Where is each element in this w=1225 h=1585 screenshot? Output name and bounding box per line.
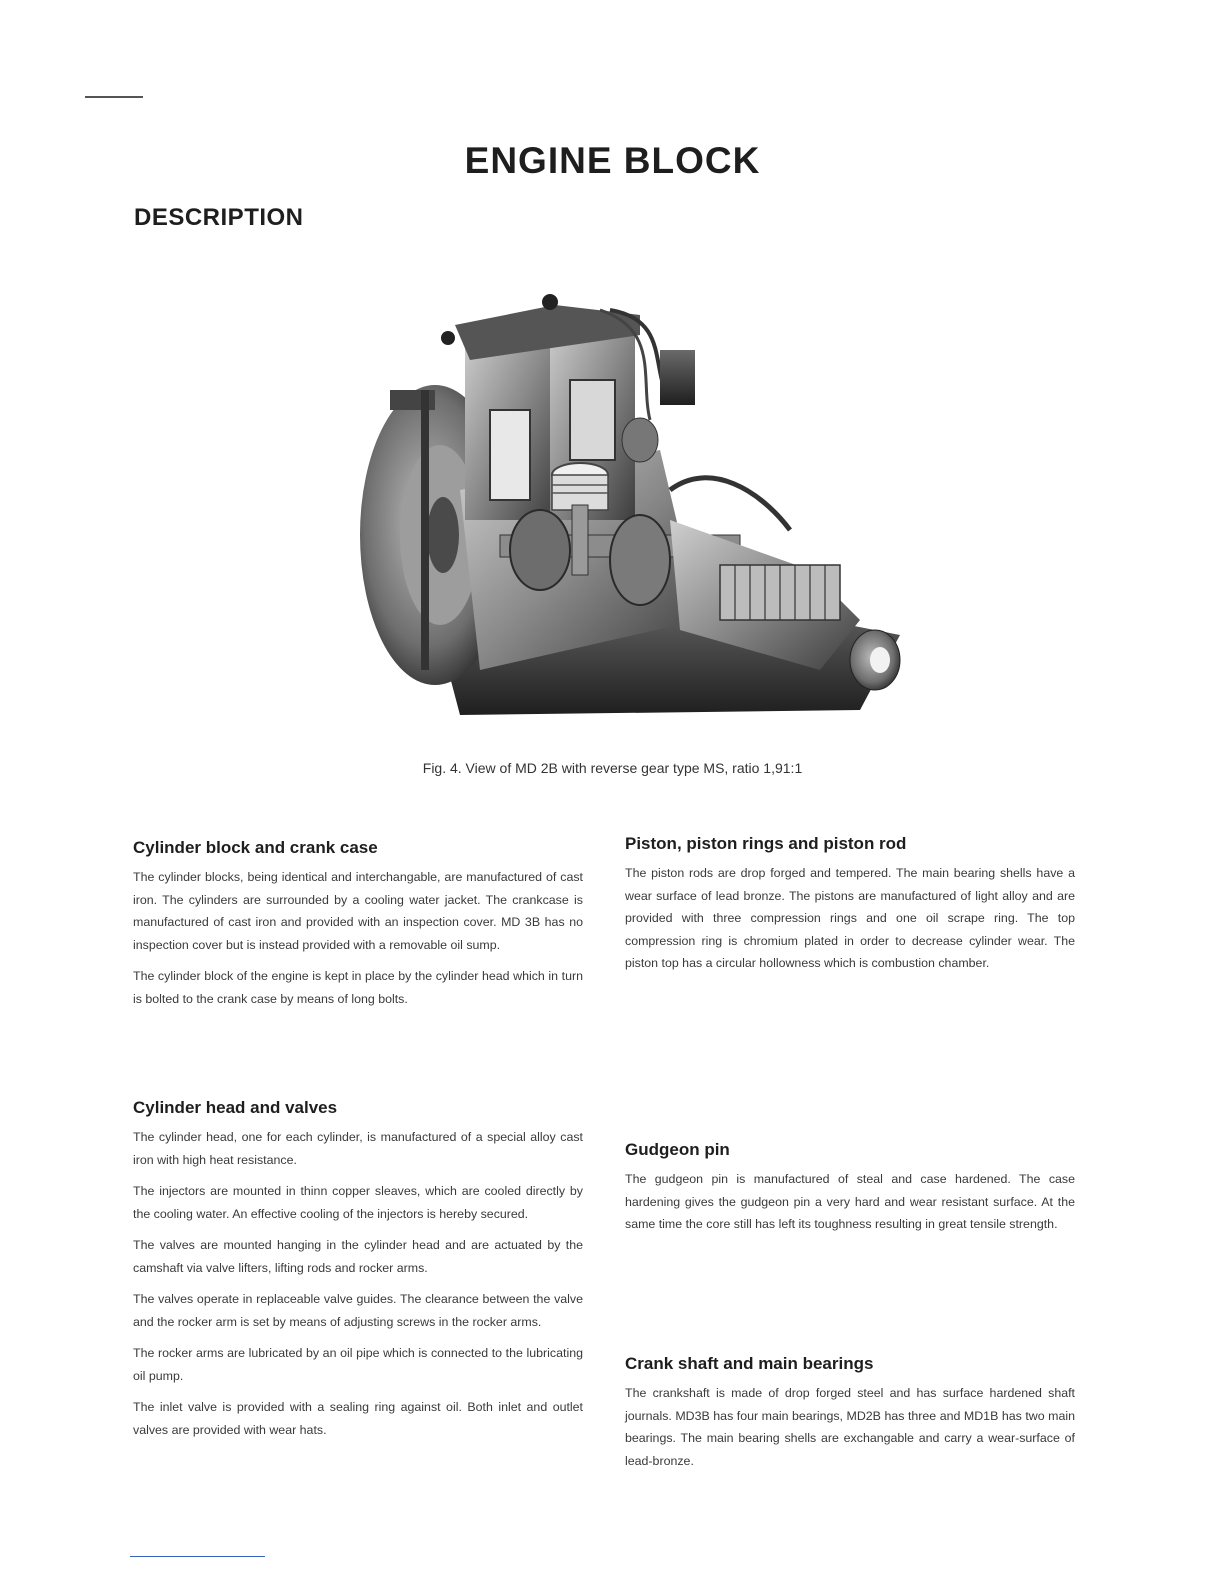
paragraph: The rocker arms are lubricated by an oil pipe which is connected to the lubricating oil pump.: [133, 1346, 583, 1383]
heading-crankshaft: Crank shaft and main bearings: [625, 1354, 874, 1373]
heading-cylinder-block: Cylinder block and crank case: [133, 838, 378, 857]
corner-mark: [85, 96, 143, 98]
footer-rule: [130, 1556, 265, 1557]
section-cylinder-block: [133, 838, 583, 1019]
heading-cylinder-head: Cylinder head and valves: [133, 1098, 338, 1117]
paragraph: The cylinder block of the engine is kept in place by the cylinder head which in turn is bolted to the crank case by means of long bolts.: [133, 969, 583, 1006]
heading-piston: Piston, piston rings and piston rod: [625, 834, 907, 853]
section-piston: [625, 834, 1075, 984]
paragraph: The inlet valve is provided with a sealing ring against oil. Both inlet and outlet valves are provided with wear hats.: [133, 1400, 583, 1437]
paragraph: The piston rods are drop forged and tempered. The main bearing shells have a wear surface of lead bronze. The pistons are manufactured of light alloy and are provided with three compression rings and one oil scrape ring. The top compression ring is chromium plated in order to decrease cylinder wear. The piston top has a circular hollowness which is combustion chamber.: [625, 866, 1075, 970]
paragraph: The valves operate in replaceable valve guides. The clearance between the valve and the rocker arm is set by means of adjusting screws in the rocker arms.: [133, 1292, 583, 1329]
paragraph: The cylinder head, one for each cylinder, is manufactured of a special alloy cast iron with high heat resistance.: [133, 1130, 583, 1167]
section-title: DESCRIPTION: [134, 204, 304, 231]
paragraph: The cylinder blocks, being identical and interchangable, are manufactured of cast iron. The cylinders are surrounded by a cooling water jacket. The crankcase is manufactured of cast iron and provided with an inspection cover. MD 3B has no inspection cover but is instead provided with a removable oil sump.: [133, 870, 583, 952]
paragraph: The valves are mounted hanging in the cylinder head and are actuated by the camshaft via valve lifters, lifting rods and rocker arms.: [133, 1238, 583, 1275]
heading-gudgeon: Gudgeon pin: [625, 1140, 730, 1159]
section-gudgeon: [625, 1140, 1075, 1245]
paragraph: The crankshaft is made of drop forged steel and has surface hardened shaft journals. MD3B has four main bearings, MD2B has three and MD1B has two main bearings. The main bearing shells are exchangable and carry a wear-surface of lead-bronze.: [625, 1386, 1075, 1468]
paragraph: The injectors are mounted in thinn copper sleaves, which are cooled directly by the cooling water. An effective cooling of the injectors is hereby secured.: [133, 1184, 583, 1221]
page-title: ENGINE BLOCK: [464, 140, 761, 181]
engine-figure: [340, 290, 910, 720]
section-cylinder-head: [133, 1098, 583, 1450]
paragraph: The gudgeon pin is manufactured of steal and case hardened. The case hardening gives the gudgeon pin a very hard and wear resistant surface. At the same time the core still has left its toughness resulting in great tensile strength.: [625, 1172, 1075, 1231]
figure-caption: Fig. 4. View of MD 2B with reverse gear type MS, ratio 1,91:1: [422, 760, 803, 776]
section-crankshaft: [625, 1354, 1075, 1481]
engine-cutaway-illustration: [340, 290, 910, 720]
